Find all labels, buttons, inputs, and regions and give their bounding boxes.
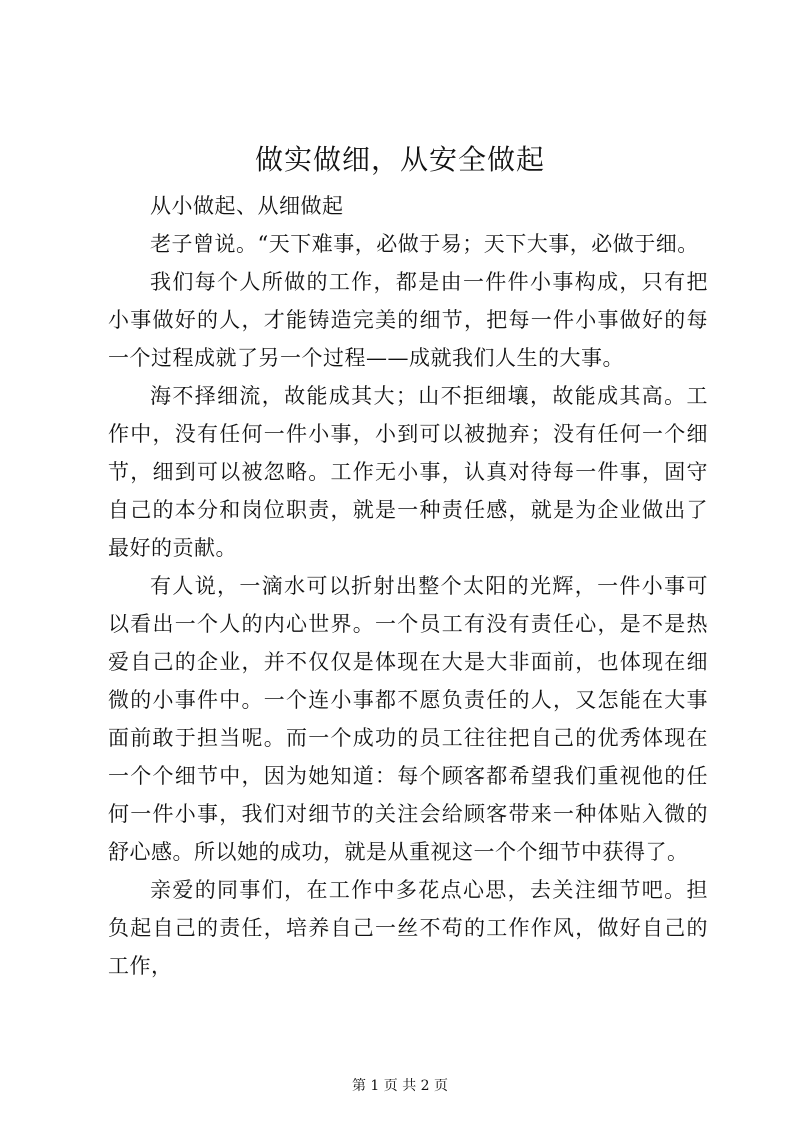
- document-title: 做实做细，从安全做起: [254, 143, 545, 176]
- paragraph: 亲爱的同事们，在工作中多花点心思，去关注细节吧。担负起自己的责任，培养自己一丝不苟的工作作风，做好自己的工作，: [108, 878, 708, 978]
- document-body: [108, 187, 708, 985]
- paragraph: 老子曾说。“天下难事，必做于易；天下大事，必做于细。: [150, 232, 699, 256]
- page-footer: 第 1 页 共 2 页: [351, 1078, 449, 1094]
- paragraph: 海不择细流，故能成其大；山不拒细壤，故能成其高。工作中，没有任何一件小事，小到可以被抛弃；没有任何一个细节，细到可以被忽略。工作无小事，认真对待每一件事，固守自己的本分和岗位职责，就是一种责任感，就是为企业做出了最好的贡献。: [108, 384, 708, 560]
- paragraph: 从小做起、从细做起: [150, 194, 344, 218]
- paragraph: 有人说，一滴水可以折射出整个太阳的光辉，一件小事可以看出一个人的内心世界。一个员工有没有责任心，是不是热爱自己的企业，并不仅仅是体现在大是大非面前，也体现在细微的小事件中。一个连小事都不愿负责任的人，又怎能在大事面前敢于担当呢。而一个成功的员工往往把自己的优秀体现在一个个细节中，因为她知道：每个顾客都希望我们重视他的任何一件小事，我们对细节的关注会给顾客带来一种体贴入微的舒心感。所以她的成功，就是从重视这一个个细节中获得了。: [108, 574, 708, 864]
- paragraph: 我们每个人所做的工作，都是由一件件小事构成，只有把小事做好的人，才能铸造完美的细节，把每一件小事做好的每一个过程成就了另一个过程——成就我们人生的大事。: [108, 270, 708, 370]
